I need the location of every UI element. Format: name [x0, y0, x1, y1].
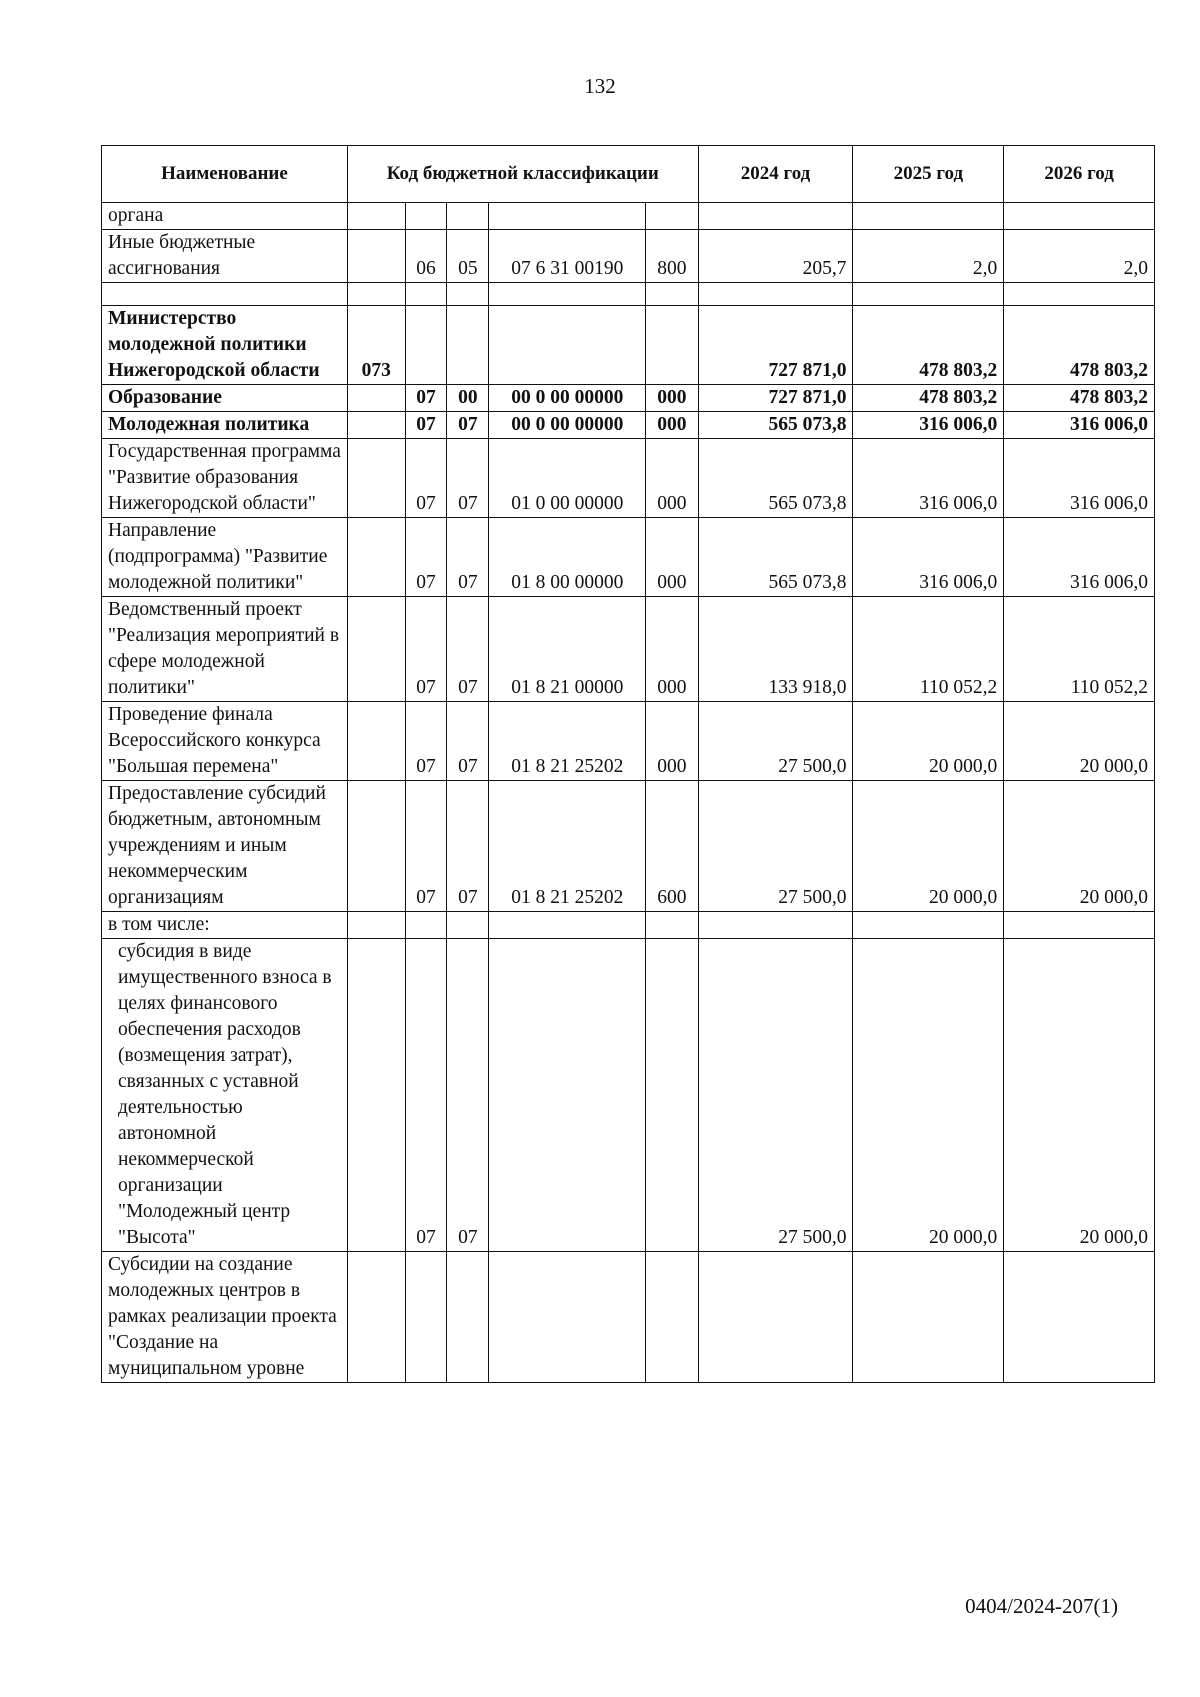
cell-name: Субсидии на создание молодежных центров в рамках реализации проекта "Создание на муниципальном уровне — [102, 1252, 348, 1383]
cell-ved — [347, 702, 405, 781]
table-row — [102, 412, 1155, 439]
cell-vr: 600 — [646, 781, 698, 912]
cell-pr: 07 — [447, 412, 489, 439]
table-row — [102, 518, 1155, 597]
cell-y2024: 727 871,0 — [698, 306, 853, 385]
document-number: 0404/2024-207(1) — [965, 1594, 1118, 1618]
header-code: Код бюджетной классификации — [347, 146, 698, 203]
cell-rz — [405, 1252, 447, 1383]
cell-vr — [646, 203, 698, 230]
cell-y2025 — [853, 912, 1004, 939]
cell-ved — [347, 283, 405, 306]
cell-pr: 07 — [447, 939, 489, 1252]
table-row — [102, 702, 1155, 781]
cell-rz: 06 — [405, 230, 447, 283]
table-row — [102, 439, 1155, 518]
cell-name: Молодежная политика — [102, 412, 348, 439]
cell-csr: 01 8 21 00000 — [489, 597, 646, 702]
cell-name: Министерство молодежной политики Нижегородской области — [102, 306, 348, 385]
cell-csr: 01 8 21 25202 — [489, 781, 646, 912]
cell-vr — [646, 939, 698, 1252]
cell-csr — [489, 283, 646, 306]
cell-rz: 07 — [405, 439, 447, 518]
cell-y2025 — [853, 203, 1004, 230]
cell-csr — [489, 1252, 646, 1383]
budget-table — [101, 145, 1155, 1383]
cell-rz — [405, 306, 447, 385]
cell-name: Образование — [102, 385, 348, 412]
cell-ved — [347, 912, 405, 939]
cell-vr: 800 — [646, 230, 698, 283]
cell-pr: 07 — [447, 439, 489, 518]
cell-vr: 000 — [646, 385, 698, 412]
cell-csr: 00 0 00 00000 — [489, 385, 646, 412]
cell-ved — [347, 230, 405, 283]
cell-y2025: 478 803,2 — [853, 385, 1004, 412]
page-number: 132 — [584, 74, 616, 98]
cell-pr — [447, 283, 489, 306]
cell-y2024: 565 073,8 — [698, 412, 853, 439]
table-row — [102, 306, 1155, 385]
cell-name: Государственная программа "Развитие образования Нижегородской области" — [102, 439, 348, 518]
cell-name: органа — [102, 203, 348, 230]
cell-y2024: 727 871,0 — [698, 385, 853, 412]
cell-vr: 000 — [646, 702, 698, 781]
cell-name: субсидия в виде имущественного взноса в целях финансового обеспечения расходов (возмещения затрат), связанных с уставной деятельностью автономной некоммерческой организации "Молодежный центр "Высота" — [102, 939, 348, 1252]
cell-y2026: 20 000,0 — [1004, 939, 1155, 1252]
table-row — [102, 1252, 1155, 1383]
cell-pr: 07 — [447, 518, 489, 597]
cell-name: Ведомственный проект "Реализация мероприятий в сфере молодежной политики" — [102, 597, 348, 702]
cell-y2024: 205,7 — [698, 230, 853, 283]
cell-y2025: 2,0 — [853, 230, 1004, 283]
table-row — [102, 781, 1155, 912]
cell-y2026 — [1004, 1252, 1155, 1383]
cell-ved — [347, 412, 405, 439]
cell-ved — [347, 1252, 405, 1383]
cell-y2026: 20 000,0 — [1004, 781, 1155, 912]
cell-ved — [347, 518, 405, 597]
cell-y2024: 27 500,0 — [698, 702, 853, 781]
table-row — [102, 283, 1155, 306]
cell-y2026: 20 000,0 — [1004, 702, 1155, 781]
header-2024: 2024 год — [698, 146, 853, 203]
cell-name — [102, 283, 348, 306]
cell-rz: 07 — [405, 939, 447, 1252]
cell-y2025 — [853, 283, 1004, 306]
cell-y2024: 133 918,0 — [698, 597, 853, 702]
header-name: Наименование — [102, 146, 348, 203]
cell-name: Иные бюджетные ассигнования — [102, 230, 348, 283]
cell-y2025 — [853, 1252, 1004, 1383]
cell-y2025: 478 803,2 — [853, 306, 1004, 385]
cell-y2026: 478 803,2 — [1004, 306, 1155, 385]
cell-y2025: 316 006,0 — [853, 439, 1004, 518]
cell-y2026: 110 052,2 — [1004, 597, 1155, 702]
cell-y2024: 27 500,0 — [698, 939, 853, 1252]
cell-y2026 — [1004, 283, 1155, 306]
cell-y2026: 316 006,0 — [1004, 439, 1155, 518]
cell-y2026: 478 803,2 — [1004, 385, 1155, 412]
cell-rz: 07 — [405, 702, 447, 781]
cell-csr — [489, 939, 646, 1252]
cell-vr — [646, 306, 698, 385]
table-header-row — [102, 146, 1155, 203]
cell-csr: 07 6 31 00190 — [489, 230, 646, 283]
table-row — [102, 230, 1155, 283]
cell-rz — [405, 203, 447, 230]
cell-ved — [347, 781, 405, 912]
cell-csr — [489, 306, 646, 385]
cell-y2025: 20 000,0 — [853, 702, 1004, 781]
cell-csr: 00 0 00 00000 — [489, 412, 646, 439]
cell-ved — [347, 439, 405, 518]
cell-rz: 07 — [405, 597, 447, 702]
cell-name: в том числе: — [102, 912, 348, 939]
cell-y2025: 20 000,0 — [853, 939, 1004, 1252]
cell-pr: 07 — [447, 597, 489, 702]
cell-y2024 — [698, 912, 853, 939]
cell-ved — [347, 597, 405, 702]
cell-csr: 01 8 21 25202 — [489, 702, 646, 781]
cell-ved — [347, 939, 405, 1252]
cell-rz — [405, 912, 447, 939]
cell-y2025: 316 006,0 — [853, 412, 1004, 439]
cell-vr — [646, 1252, 698, 1383]
cell-y2026: 2,0 — [1004, 230, 1155, 283]
cell-vr: 000 — [646, 439, 698, 518]
cell-csr: 01 8 00 00000 — [489, 518, 646, 597]
cell-pr — [447, 1252, 489, 1383]
cell-y2025: 20 000,0 — [853, 781, 1004, 912]
cell-pr: 05 — [447, 230, 489, 283]
cell-y2024: 27 500,0 — [698, 781, 853, 912]
cell-y2026: 316 006,0 — [1004, 412, 1155, 439]
table-row — [102, 597, 1155, 702]
cell-vr — [646, 912, 698, 939]
cell-pr: 00 — [447, 385, 489, 412]
cell-ved — [347, 203, 405, 230]
cell-y2025: 316 006,0 — [853, 518, 1004, 597]
table-body — [102, 203, 1155, 1383]
cell-rz: 07 — [405, 412, 447, 439]
cell-name: Проведение финала Всероссийского конкурса "Большая перемена" — [102, 702, 348, 781]
cell-y2024: 565 073,8 — [698, 518, 853, 597]
cell-rz: 07 — [405, 518, 447, 597]
table-row — [102, 203, 1155, 230]
cell-csr: 01 0 00 00000 — [489, 439, 646, 518]
cell-rz: 07 — [405, 385, 447, 412]
table-row — [102, 912, 1155, 939]
cell-rz: 07 — [405, 781, 447, 912]
header-2025: 2025 год — [853, 146, 1004, 203]
cell-pr: 07 — [447, 781, 489, 912]
cell-csr — [489, 203, 646, 230]
cell-pr — [447, 203, 489, 230]
cell-y2024 — [698, 203, 853, 230]
cell-y2026 — [1004, 912, 1155, 939]
cell-vr: 000 — [646, 597, 698, 702]
cell-y2024 — [698, 283, 853, 306]
cell-ved — [347, 385, 405, 412]
table-row — [102, 939, 1155, 1252]
cell-rz — [405, 283, 447, 306]
cell-name: Направление (подпрограмма) "Развитие молодежной политики" — [102, 518, 348, 597]
cell-y2024: 565 073,8 — [698, 439, 853, 518]
cell-vr: 000 — [646, 412, 698, 439]
cell-pr — [447, 306, 489, 385]
cell-pr: 07 — [447, 702, 489, 781]
cell-y2026 — [1004, 203, 1155, 230]
cell-pr — [447, 912, 489, 939]
cell-ved: 073 — [347, 306, 405, 385]
cell-y2024 — [698, 1252, 853, 1383]
cell-vr: 000 — [646, 518, 698, 597]
header-2026: 2026 год — [1004, 146, 1155, 203]
cell-vr — [646, 283, 698, 306]
cell-name: Предоставление субсидий бюджетным, автономным учреждениям и иным некоммерческим организациям — [102, 781, 348, 912]
cell-y2026: 316 006,0 — [1004, 518, 1155, 597]
cell-csr — [489, 912, 646, 939]
cell-y2025: 110 052,2 — [853, 597, 1004, 702]
table-row — [102, 385, 1155, 412]
